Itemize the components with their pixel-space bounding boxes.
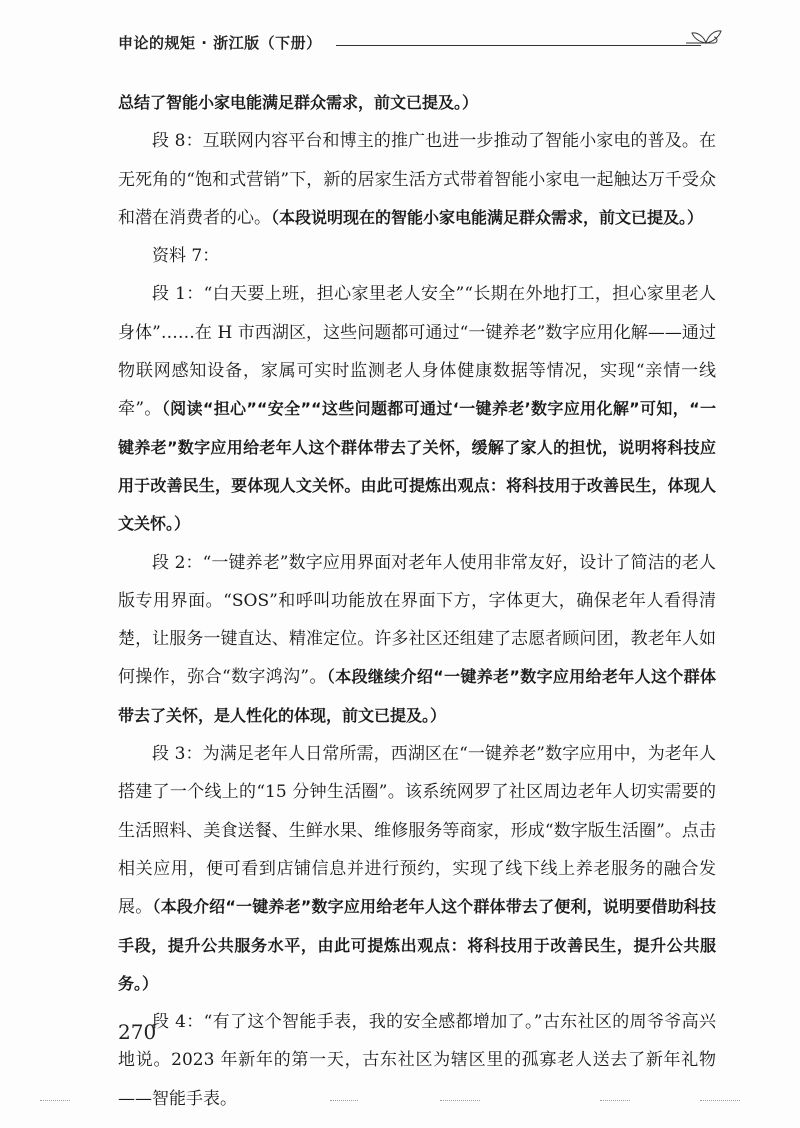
paragraph <box>118 275 716 543</box>
annotation-note: 总结了智能小家电能满足群众需求，前文已提及。） <box>118 93 479 112</box>
paragraph-text: 段 4：“有了这个智能手表，我的安全感都增加了。”古东社区的周爷爷高兴地说。2023 年新年的第一天，古东社区为辖区里的孤寡老人送去了新年礼物——智能手表。 <box>118 1012 716 1109</box>
paragraph-text: 段 2：“一键养老”数字应用界面对老年人使用非常友好，设计了简洁的老人版专用界面。“SOS”和呼叫功能放在界面下方，字体更大，确保老年人看得清楚，让服务一键直达、精准定位。许多社区还组建了志愿者顾问团，教老年人如何操作，弥合“数字鸿沟”。 <box>118 552 716 688</box>
paragraph-text: 资料 7： <box>152 246 220 267</box>
paragraph <box>118 735 716 1003</box>
book-title: 申论的规矩 · 浙江版（下册） <box>118 34 322 52</box>
paragraph-text: 段 1：“白天要上班，担心家里老人安全”“长期在外地打工，担心家里老人身体”……在 H 市西湖区，这些问题都可通过“一键养老”数字应用化解——通过物联网感知设备，家属可实时监测老人身体健康数据等情况，实现“亲情一线牵”。 <box>118 284 716 420</box>
scan-artifact <box>440 1100 480 1102</box>
page-number: 270 <box>118 1020 157 1044</box>
annotation-note: （本段说明现在的智能小家电能满足群众需求，前文已提及。） <box>271 207 704 227</box>
annotation-note: （本段继续介绍“一键养老”数字应用给老年人这个群体带去了关怀，是人性化的体现，前文已提及。） <box>118 667 716 725</box>
paragraph-text: 段 3：为满足老年人日常所需，西湖区在“一键养老”数字应用中，为老年人搭建了一个线上的“15 分钟生活圈”。该系统网罗了社区周边老年人切实需要的生活照料、美食送餐、生鲜水果、维修服务等商家，形成“数字版生活圈”。点击相关应用，便可看到店铺信息并进行预约，实现了线下线上养老服务的融合发展。 <box>118 744 716 918</box>
scan-artifact <box>330 1100 358 1102</box>
paragraph <box>118 84 716 122</box>
paragraph <box>118 237 716 275</box>
scan-artifact <box>700 1100 740 1102</box>
scan-artifact <box>40 1100 70 1102</box>
paragraph <box>118 122 716 237</box>
annotation-note: （阅读“担心”“安全”“这些问题都可通过‘一键养老’数字应用化解”可知，“一键养老”数字应用给老年人这个群体带去了关怀，缓解了家人的担忧，说明将科技应用于改善民生，要体现人文关怀。由此可提炼出观点：将科技用于改善民生，体现人文关怀。） <box>118 399 716 534</box>
scan-artifact <box>600 1100 630 1102</box>
body-text <box>118 84 716 1118</box>
header-rule <box>336 45 701 46</box>
paragraph <box>118 544 716 735</box>
sprout-ornament-icon <box>684 24 724 54</box>
paragraph-text: 段 8：互联网内容平台和博主的推广也进一步推动了智能小家电的普及。在无死角的“饱和式营销”下，新的居家生活方式带着智能小家电一起触达万千受众和潜在消费者的心。 <box>118 131 716 228</box>
annotation-note: （本段介绍“一键养老”数字应用给老年人这个群体带去了便利，说明要借助科技手段，提升公共服务水平，由此可提炼出观点：将科技用于改善民生，提升公共服务。） <box>118 897 717 993</box>
running-head <box>118 26 718 56</box>
